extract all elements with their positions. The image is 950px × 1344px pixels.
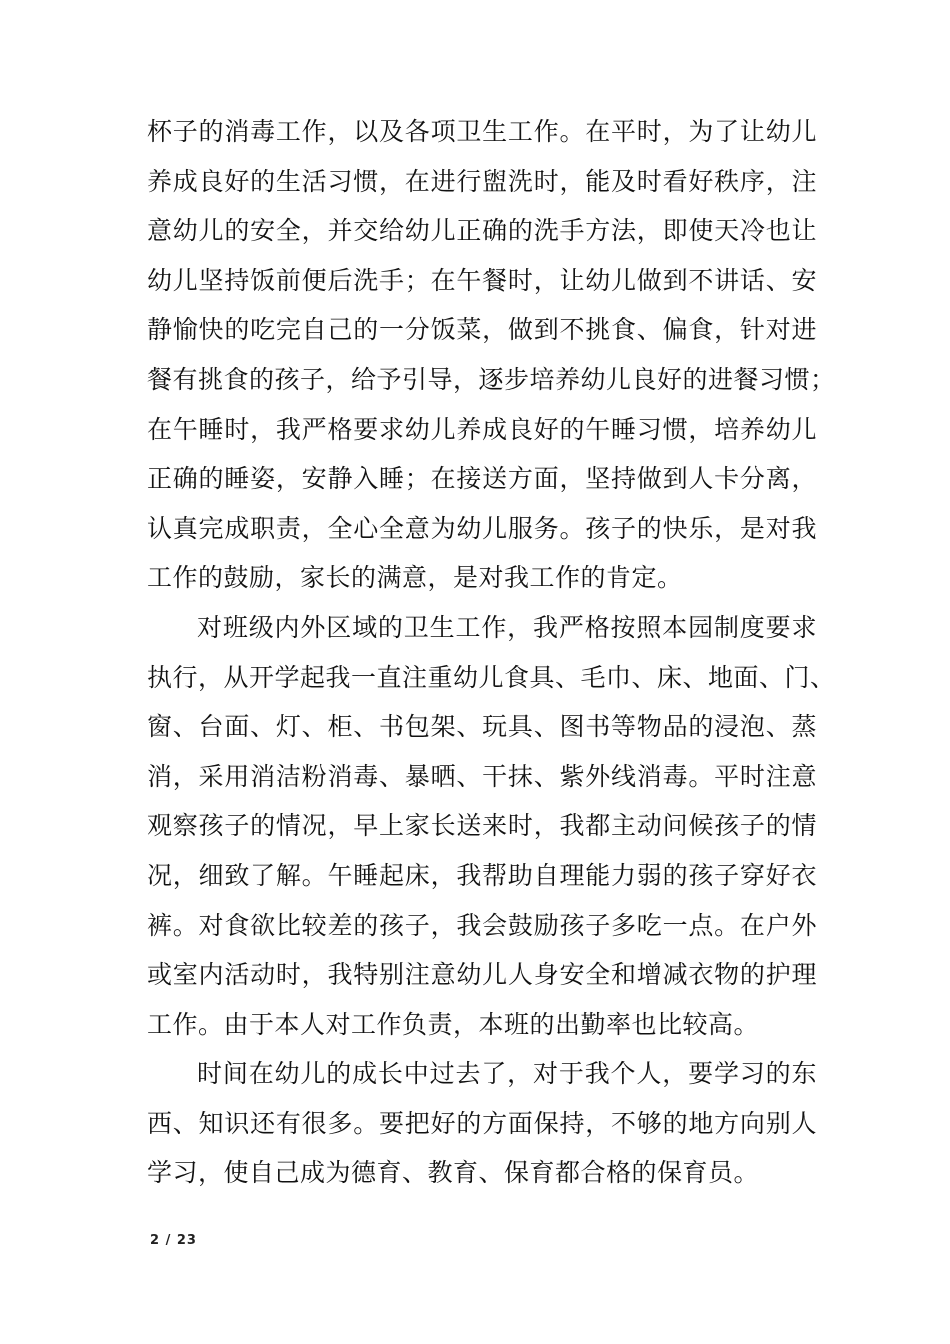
text-line: 窗、台面、灯、柜、书包架、玩具、图书等物品的浸泡、蒸 — [147, 712, 817, 742]
paragraph-start-line: 时间在幼儿的成长中过去了，对于我个人，要学习的东 — [197, 1059, 817, 1089]
text-line: 正确的睡姿，安静入睡；在接送方面，坚持做到人卡分离， — [147, 464, 817, 494]
text-line: 餐有挑食的孩子，给予引导，逐步培养幼儿良好的进餐习惯； — [147, 364, 836, 394]
paragraph-end-line: 工作。由于本人对工作负责，本班的出勤率也比较高。 — [147, 1009, 760, 1039]
text-line: 在午睡时，我严格要求幼儿养成良好的午睡习惯，培养幼儿 — [147, 414, 817, 444]
text-line: 意幼儿的安全，并交给幼儿正确的洗手方法，即使天冷也让 — [147, 216, 817, 246]
text-line: 养成良好的生活习惯，在进行盥洗时，能及时看好秩序，注 — [147, 166, 817, 196]
text-line: 静愉快的吃完自己的一分饭菜，做到不挑食、偏食，针对进 — [147, 315, 817, 345]
text-line: 杯子的消毒工作，以及各项卫生工作。在平时，为了让幼儿 — [147, 117, 817, 146]
paragraph-end-line: 学习，使自己成为德育、教育、保育都合格的保育员。 — [147, 1158, 760, 1188]
paragraph-end-line: 工作的鼓励，家长的满意，是对我工作的肯定。 — [147, 563, 683, 593]
paragraph-start-line: 对班级内外区域的卫生工作，我严格按照本园制度要求 — [197, 612, 817, 642]
text-line: 幼儿坚持饭前便后洗手；在午餐时，让幼儿做到不讲话、安 — [147, 265, 817, 295]
page-number: 2 / 23 — [150, 1233, 197, 1248]
text-line: 况，细致了解。午睡起床，我帮助自理能力弱的孩子穿好衣 — [147, 860, 817, 890]
text-line: 观察孩子的情况，早上家长送来时，我都主动问候孩子的情 — [147, 811, 817, 841]
text-line: 裤。对食欲比较差的孩子，我会鼓励孩子多吃一点。在户外 — [147, 910, 817, 940]
document-body — [147, 107, 836, 1198]
text-line: 认真完成职责，全心全意为幼儿服务。孩子的快乐，是对我 — [147, 513, 817, 543]
text-line: 或室内活动时，我特别注意幼儿人身安全和增减衣物的护理 — [147, 960, 817, 990]
text-line: 执行，从开学起我一直注重幼儿食具、毛巾、床、地面、门、 — [147, 662, 836, 692]
text-line: 西、知识还有很多。要把好的方面保持，不够的地方向别人 — [147, 1108, 817, 1138]
text-line: 消，采用消洁粉消毒、暴晒、干抹、紫外线消毒。平时注意 — [147, 761, 817, 791]
